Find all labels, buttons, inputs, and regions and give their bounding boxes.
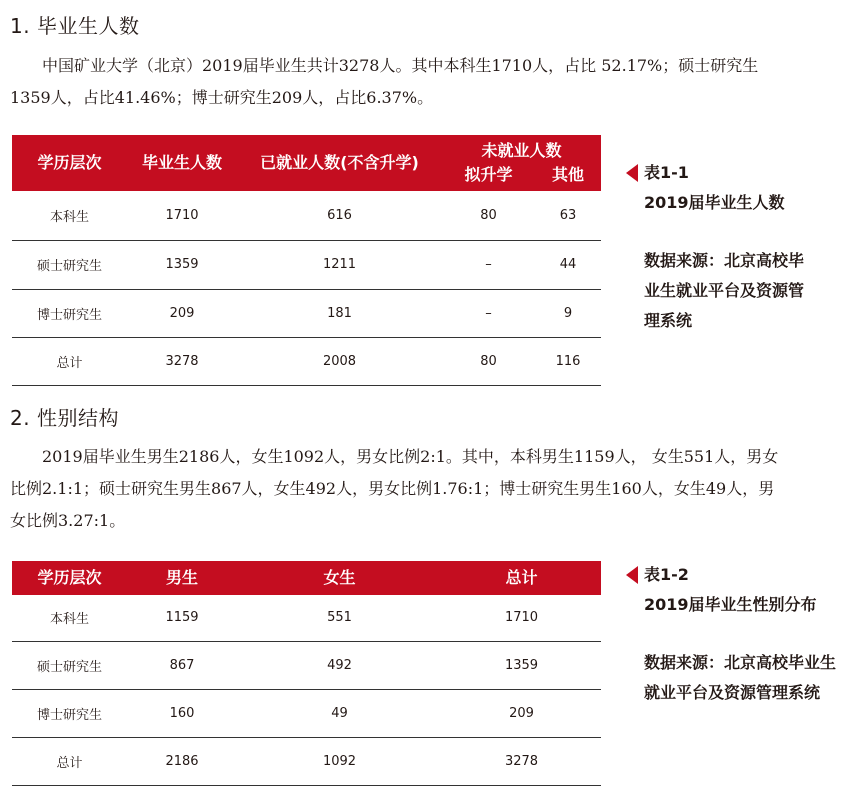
cell-level: 总计 <box>12 737 127 785</box>
cell-total: 1710 <box>442 595 601 641</box>
col-header-level: 学历层次 <box>12 135 127 191</box>
col-header-unemployed: 未就业人数 <box>442 135 601 163</box>
data-source-note: 数据来源：北京高校毕业生就业平台及资源管理系统 <box>644 251 805 330</box>
cell-other: 63 <box>535 191 601 240</box>
cell-employed: 181 <box>237 289 442 337</box>
cell-further-study: 80 <box>442 191 535 240</box>
table-row <box>12 240 601 289</box>
cell-graduates: 1710 <box>127 191 237 240</box>
cell-male: 1159 <box>127 595 237 641</box>
cell-total: 209 <box>442 689 601 737</box>
section-paragraph-graduates: 中国矿业大学（北京）2019届毕业生共计3278人。其中本科生1710人，占比 52.17%；硕士研究生1359人，占比41.46%；博士研究生209人，占比6.37%。 <box>10 56 759 107</box>
section-paragraph-gender: 2019届毕业生男生2186人，女生1092人，男女比例2:1。其中，本科男生1159人， 女生551人，男女比例2.1:1；硕士研究生男生867人，女生492人，男女比例1.76:1；博士研究生男生160人，女生49人，男女比例3.27:1。 <box>10 447 779 530</box>
cell-level: 本科生 <box>12 595 127 641</box>
cell-level: 总计 <box>12 337 127 385</box>
cell-further-study: 80 <box>442 337 535 385</box>
cell-female: 1092 <box>237 737 442 785</box>
section-heading-graduates: 1. 毕业生人数 <box>10 14 140 38</box>
cell-female: 49 <box>237 689 442 737</box>
table-caption: 2019届毕业生性别分布 <box>644 595 817 614</box>
table-row <box>12 289 601 337</box>
cell-employed: 1211 <box>237 240 442 289</box>
col-header-total: 总计 <box>442 561 601 595</box>
table-row <box>12 337 601 385</box>
cell-graduates: 1359 <box>127 240 237 289</box>
table-row <box>12 689 601 737</box>
col-header-level: 学历层次 <box>12 561 127 595</box>
cell-level: 博士研究生 <box>12 289 127 337</box>
triangle-marker-icon <box>626 164 638 182</box>
cell-employed: 2008 <box>237 337 442 385</box>
cell-further-study: – <box>442 240 535 289</box>
section-heading-gender: 2. 性别结构 <box>10 406 119 430</box>
cell-graduates: 3278 <box>127 337 237 385</box>
table-row <box>12 641 601 689</box>
cell-level: 硕士研究生 <box>12 641 127 689</box>
cell-total: 1359 <box>442 641 601 689</box>
table-row <box>12 737 601 785</box>
cell-graduates: 209 <box>127 289 237 337</box>
cell-male: 867 <box>127 641 237 689</box>
cell-level: 本科生 <box>12 191 127 240</box>
graduates-table <box>12 135 601 386</box>
col-header-male: 男生 <box>127 561 237 595</box>
table-row <box>12 191 601 240</box>
table-number-label: 表1-1 <box>644 163 689 182</box>
cell-further-study: – <box>442 289 535 337</box>
table-caption: 2019届毕业生人数 <box>644 193 785 212</box>
col-header-employed: 已就业人数(不含升学) <box>237 135 442 191</box>
cell-other: 9 <box>535 289 601 337</box>
cell-female: 551 <box>237 595 442 641</box>
col-header-female: 女生 <box>237 561 442 595</box>
cell-male: 2186 <box>127 737 237 785</box>
cell-other: 44 <box>535 240 601 289</box>
cell-level: 博士研究生 <box>12 689 127 737</box>
data-source-note: 数据来源：北京高校毕业生就业平台及资源管理系统 <box>644 653 837 702</box>
col-header-graduates: 毕业生人数 <box>127 135 237 191</box>
table-row <box>12 595 601 641</box>
col-header-further-study: 拟升学 <box>442 163 535 191</box>
cell-level: 硕士研究生 <box>12 240 127 289</box>
table-number-label: 表1-2 <box>644 565 689 584</box>
cell-female: 492 <box>237 641 442 689</box>
col-header-other: 其他 <box>535 163 601 191</box>
cell-other: 116 <box>535 337 601 385</box>
cell-male: 160 <box>127 689 237 737</box>
cell-employed: 616 <box>237 191 442 240</box>
triangle-marker-icon <box>626 566 638 584</box>
table-side-note-1 <box>626 158 841 336</box>
table-side-note-2 <box>626 560 841 708</box>
cell-total: 3278 <box>442 737 601 785</box>
gender-table <box>12 561 601 786</box>
